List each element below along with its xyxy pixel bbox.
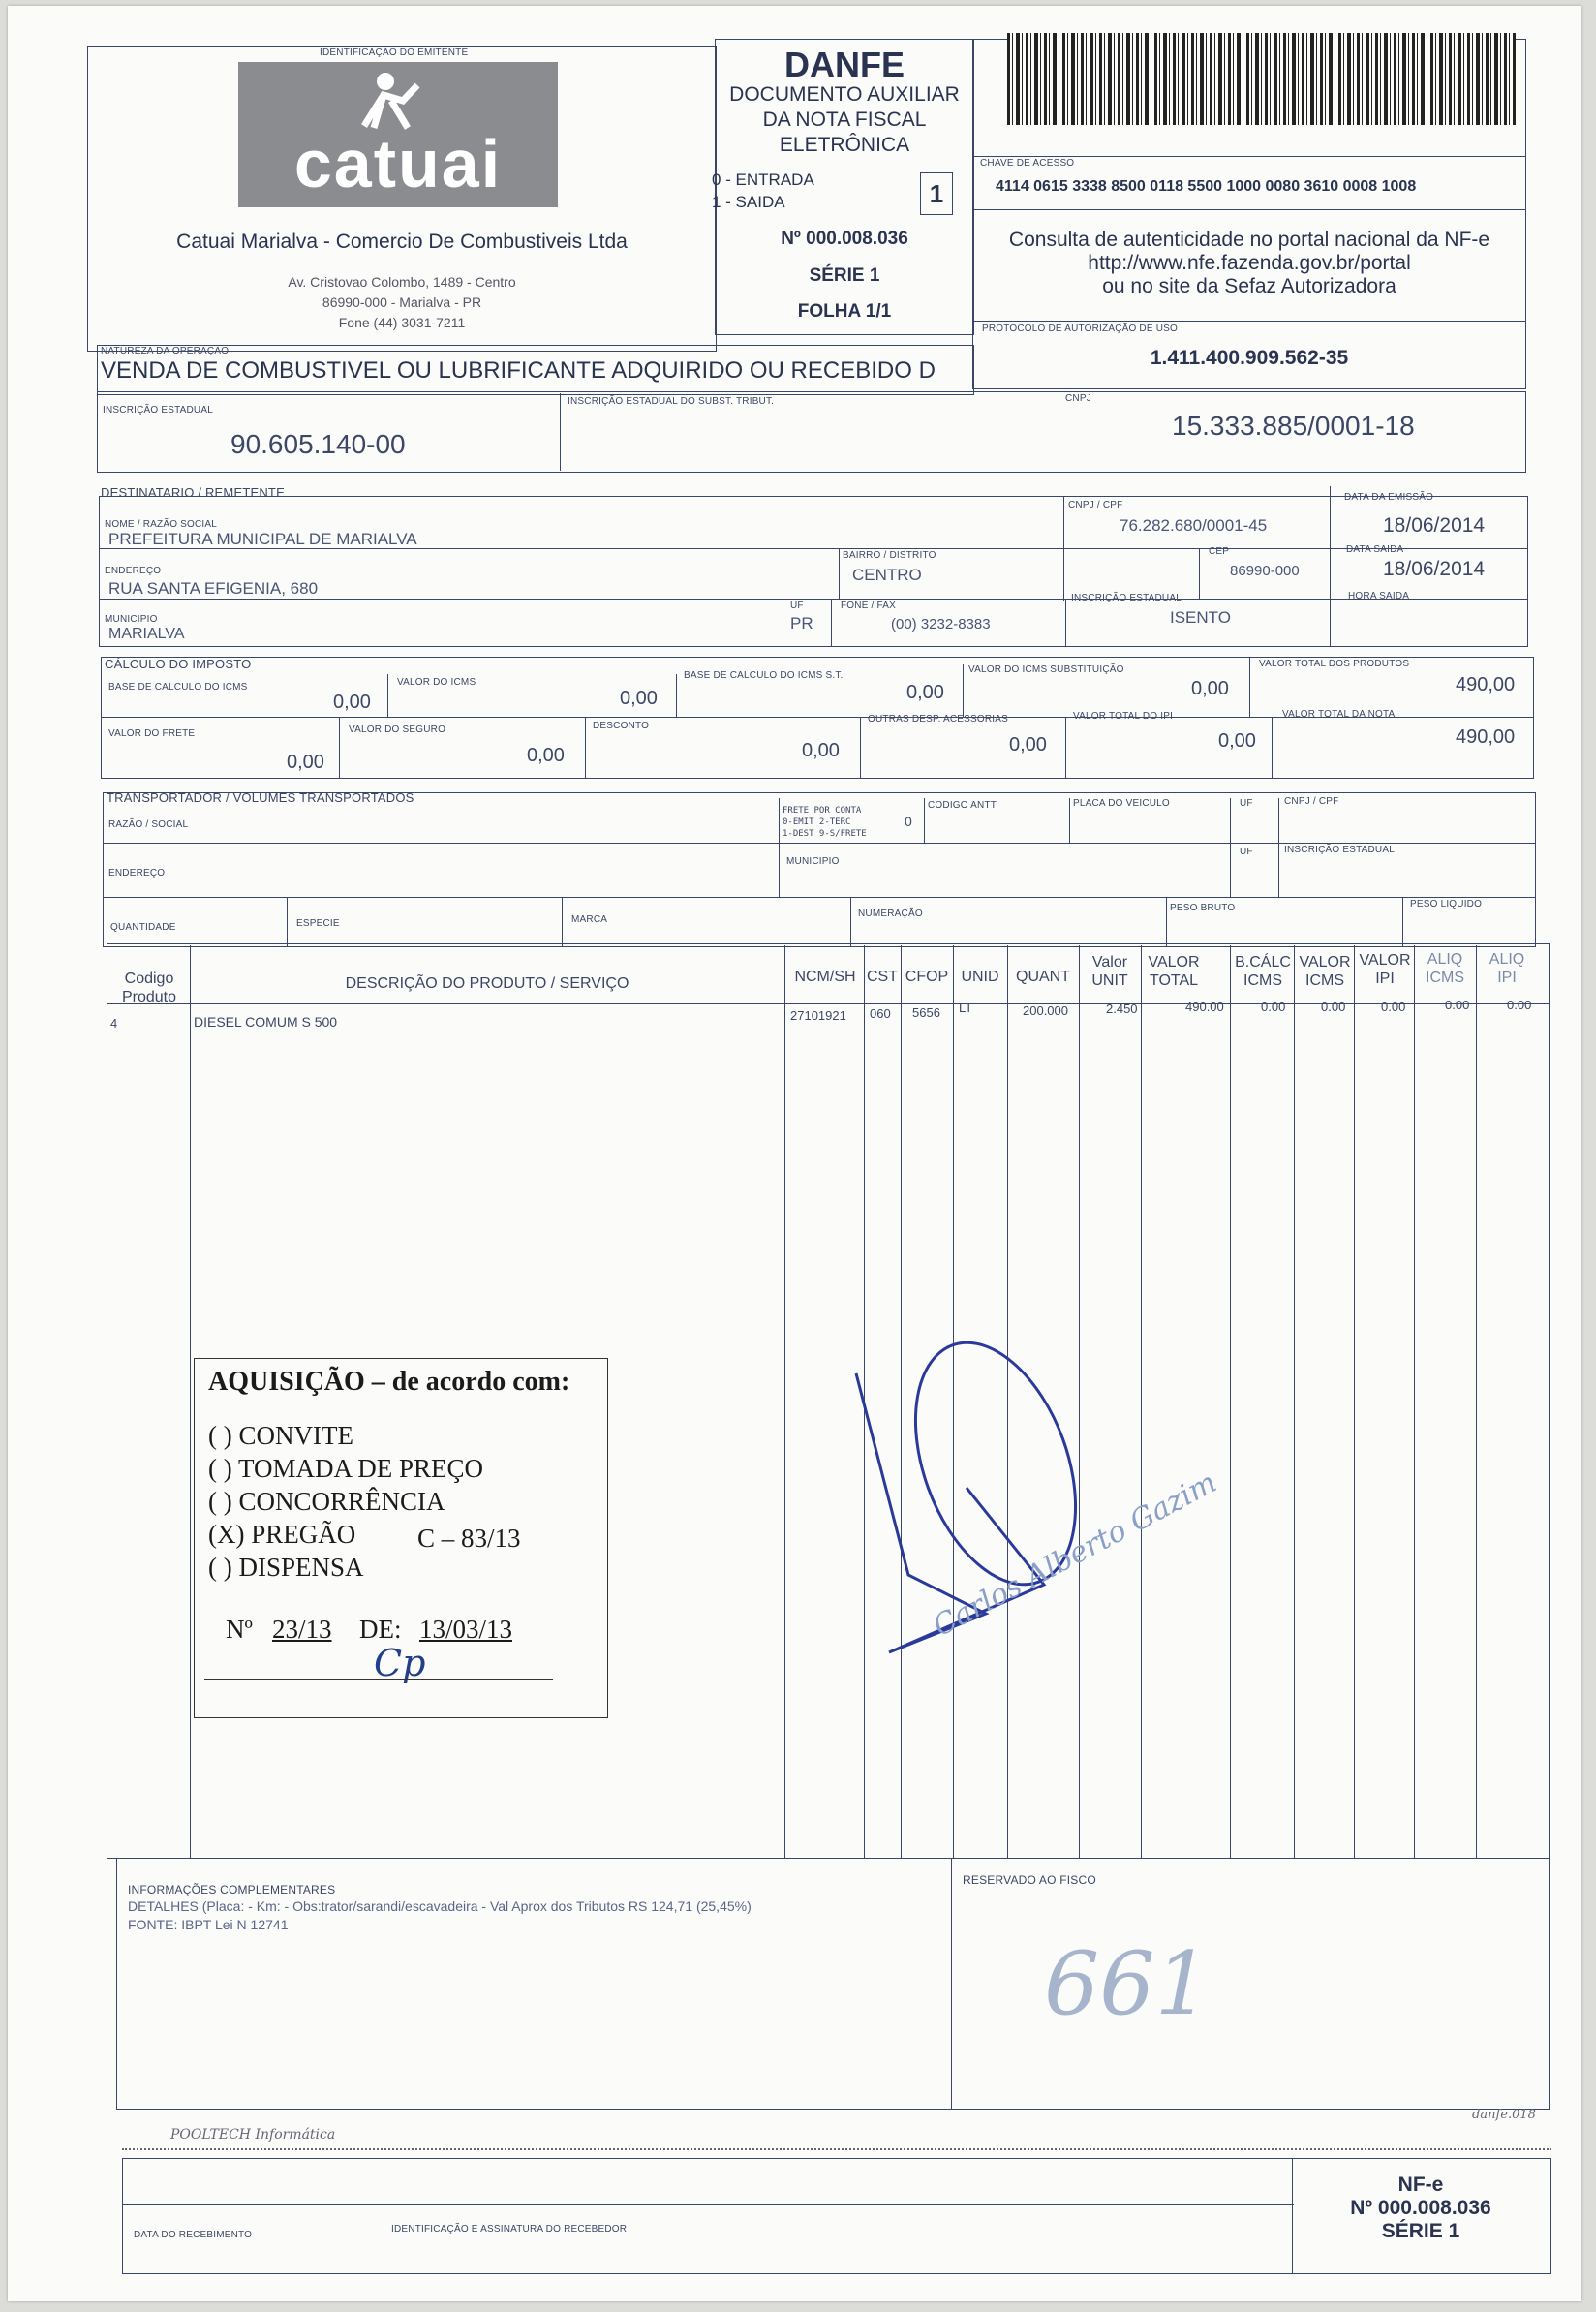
col-header-cfop: CFOP [905, 969, 949, 985]
cell-total: 490.00 [1185, 1000, 1224, 1014]
column-divider [1414, 945, 1415, 1859]
cell-unit: LT [959, 1001, 973, 1015]
column-divider [190, 945, 191, 1859]
issuer-ie: 90.605.140-00 [230, 429, 406, 459]
danfe-series: SÉRIE 1 [809, 265, 880, 286]
recipient-cep: 86990-000 [1230, 563, 1300, 579]
receipt-date-label: DATA DO RECEBIMENTO [134, 2230, 253, 2240]
quantity-label: QUANTIDADE [110, 922, 176, 933]
icms-st: 0,00 [1191, 678, 1229, 699]
recipient-ie: ISENTO [1170, 608, 1231, 627]
issuer-ie-st-label: INSCRIÇÃO ESTADUAL DO SUBST. TRIBUT. [568, 396, 775, 407]
danfe-number: Nº 000.008.036 [781, 229, 908, 249]
cell-ncm: 27101921 [790, 1008, 846, 1023]
recipient-name-label: NOME / RAZÃO SOCIAL [105, 519, 218, 530]
operation-label: NATUREZA DA OPERAÇÃO [101, 346, 230, 356]
column-divider [1354, 945, 1355, 1859]
issuer-phone: Fone (44) 3031-7211 [338, 315, 466, 330]
carrier-ie-label: INSCRIÇÃO ESTADUAL [1284, 845, 1395, 855]
stamp-option-tomada: ( ) TOMADA DE PREÇO [208, 1454, 484, 1483]
stamp-number: 23/13 [272, 1615, 332, 1644]
base-st: 0,00 [906, 682, 944, 703]
entry-label: 0 - ENTRADA [712, 170, 814, 189]
stamp-option-dispensa: ( ) DISPENSA [208, 1553, 364, 1582]
stamp-option-concorrencia: ( ) CONCORRÊNCIA [208, 1487, 445, 1516]
nfe-label: NF-e [1397, 2173, 1444, 2196]
reserved-handwritten-number: 661 [1044, 1933, 1211, 2035]
stamp-pregao-ref: C – 83/13 [417, 1524, 521, 1553]
recipient-uf-label: UF [790, 601, 804, 611]
form-code: danfe.018 [1472, 2108, 1536, 2122]
operation-value: VENDA DE COMBUSTIVEL OU LUBRIFICANTE ADQUIRIDO OU RECEBIDO D [101, 357, 936, 384]
additional-info-line-2: FONTE: IBPT Lei N 12741 [128, 1917, 289, 1932]
recipient-phone: (00) 3232-8383 [891, 616, 991, 632]
recipient-address: RUA SANTA EFIGENIA, 680 [108, 579, 319, 598]
col-header-unit: UNID [961, 969, 999, 985]
danfe-sheet [8, 6, 1581, 2301]
recipient-uf: PR [790, 614, 813, 632]
plate-label: PLACA DO VEICULO [1073, 798, 1170, 809]
cell-ipi: 0.00 [1381, 1000, 1406, 1014]
column-divider [1294, 945, 1295, 1859]
freight-terms-3: 1-DEST 9-S/FRETE [783, 829, 867, 839]
stamp-date-prefix: DE: [359, 1615, 402, 1644]
other-expenses-label: OUTRAS DESP. ACESSORIAS [868, 714, 1009, 724]
recipient-city-label: MUNICIPIO [105, 614, 158, 625]
danfe-subtitle-2: DA NOTA FISCAL [762, 108, 927, 131]
freight-terms-2: 0-EMIT 2-TERC [783, 817, 851, 827]
stamp-option-pregao: (X) PREGÃO [208, 1520, 356, 1549]
recipient-phone-label: FONE / FAX [841, 601, 897, 611]
nfe-series: SÉRIE 1 [1381, 2220, 1460, 2242]
danfe-title: DANFE [784, 45, 905, 84]
issuer-logo [238, 62, 558, 207]
issuer-cnpj-label: CNPJ [1065, 393, 1091, 404]
access-key: 4114 0615 3338 8500 0118 5500 1000 0080 3610 0008 1008 [996, 178, 1417, 195]
carrier-uf-label: UF [1240, 847, 1253, 857]
col-header-code: Codigo Produto [121, 971, 177, 1005]
base-icms-label: BASE DE CALCULO DO ICMS [108, 682, 248, 693]
base-st-label: BASE DE CALCULO DO ICMS S.T. [684, 670, 844, 681]
logo-text: catuai [293, 126, 503, 201]
district: CENTRO [852, 566, 922, 584]
freight-terms-value: 0 [905, 814, 912, 829]
danfe-subtitle-3: ELETRÔNICA [779, 134, 910, 156]
brand-label: MARCA [571, 914, 608, 925]
total-note: 490,00 [1456, 726, 1516, 748]
discount: 0,00 [802, 740, 840, 761]
col-header-ipi: VALOR IPI [1359, 952, 1411, 987]
nfe-number: Nº 000.008.036 [1350, 2197, 1491, 2219]
signature-stamp-text: Carlos Alberto Gazim [928, 1465, 1222, 1644]
gross-weight-label: PESO BRUTO [1170, 903, 1236, 913]
protocol-value: 1.411.400.909.562-35 [1150, 347, 1349, 369]
acquisition-stamp [194, 1358, 608, 1718]
antt-label: CODIGO ANTT [928, 800, 998, 811]
col-header-qty: QUANT [1016, 969, 1070, 985]
issuer-cep-city: 86990-000 - Marialva - PR [322, 294, 482, 310]
cell-aliq-icms: 0.00 [1445, 998, 1470, 1012]
issuer-cnpj: 15.333.885/0001-18 [1172, 411, 1415, 441]
cell-code: 4 [110, 1016, 118, 1031]
cell-cfop: 5656 [912, 1005, 940, 1020]
protocol-label: PROTOCOLO DE AUTORIZAÇÃO DE USO [982, 324, 1178, 334]
recipient-cnpj-label: CNPJ / CPF [1068, 500, 1123, 510]
freight-label: VALOR DO FRETE [108, 728, 196, 739]
danfe-page: FOLHA 1/1 [797, 301, 892, 322]
recipient-cep-label: CEP [1209, 546, 1230, 557]
recipient-section-label: DESTINATARIO / REMETENTE [101, 485, 285, 500]
barcode [1007, 33, 1516, 125]
cell-description: DIESEL COMUM S 500 [194, 1014, 338, 1030]
cell-unit-value: 2.450 [1106, 1002, 1138, 1016]
discount-label: DESCONTO [593, 721, 650, 731]
danfe-subtitle-1: DOCUMENTO AUXILIAR [729, 83, 960, 106]
exit-date-label: DATA SAIDA [1346, 544, 1404, 555]
freight-terms-1: FRETE POR CONTA [783, 806, 862, 816]
freight: 0,00 [287, 752, 324, 773]
icms-st-label: VALOR DO ICMS SUBSTITUIÇÃO [968, 664, 1124, 675]
exit-label: 1 - SAIDA [712, 193, 785, 211]
exit-time-label: HORA SAIDA [1348, 591, 1410, 601]
numbering-label: NUMERAÇÃO [858, 909, 923, 919]
recipient-address-label: ENDEREÇO [105, 566, 162, 576]
software-credit: POOLTECH Informática [170, 2127, 336, 2142]
column-divider [784, 945, 785, 1859]
cell-base-icms: 0.00 [1261, 1000, 1286, 1014]
consult-line-1: Consulta de autenticidade no portal nacional da NF-e [1008, 229, 1490, 251]
recipient-box [99, 496, 1528, 647]
additional-info-label: INFORMAÇÕES COMPLEMENTARES [128, 1883, 336, 1896]
stamp-date: 13/03/13 [419, 1615, 513, 1644]
receiver-label: IDENTIFICAÇÃO E ASSINATURA DO RECEBEDOR [391, 2224, 628, 2235]
additional-info-line-1: DETALHES (Placa: - Km: - Obs:trator/sarandi/escavadeira - Val Aprox dos Tributos RS 124,71 (25,45%) [128, 1898, 752, 1914]
consult-line-3: ou no site da Sefaz Autorizadora [1102, 275, 1396, 297]
carrier-name-label: RAZÃO / SOCIAL [108, 819, 189, 830]
base-icms: 0,00 [333, 692, 371, 713]
cell-cst: 060 [870, 1006, 891, 1021]
col-header-description: DESCRIÇÃO DO PRODUTO / SERVIÇO [345, 975, 629, 992]
recipient-ie-label: INSCRIÇÃO ESTADUAL [1071, 593, 1182, 603]
stamp-number-prefix: Nº [226, 1615, 253, 1644]
issuer-name: Catuai Marialva - Comercio De Combustiveis Ltda [176, 231, 628, 253]
species-label: ESPECIE [296, 918, 340, 929]
issuer-ie-label: INSCRIÇÃO ESTADUAL [103, 405, 213, 416]
exit-date: 18/06/2014 [1383, 558, 1486, 580]
tax-section-label: CÁLCULO DO IMPOSTO [105, 657, 252, 671]
operation-type-box: 1 [920, 172, 953, 215]
column-divider [1230, 945, 1231, 1859]
total-products-label: VALOR TOTAL DOS PRODUTOS [1259, 659, 1410, 669]
ipi-label: VALOR TOTAL DO IPI [1073, 711, 1174, 722]
carrier-address-label: ENDEREÇO [108, 868, 166, 879]
col-header-aliq-ipi: ALIQ IPI [1489, 951, 1525, 986]
insurance-label: VALOR DO SEGURO [349, 724, 446, 735]
col-header-base-icms: B.CÁLC ICMS [1235, 954, 1291, 989]
stamp-initials: Cp [374, 1642, 426, 1684]
col-header-total: VALOR TOTAL [1148, 954, 1200, 989]
carrier-cnpj-label: CNPJ / CPF [1284, 796, 1339, 807]
cut-line [122, 2148, 1551, 2150]
emission-date-label: DATA DA EMISSÃO [1344, 492, 1434, 503]
col-header-ncm: NCM/SH [794, 969, 856, 985]
total-note-label: VALOR TOTAL DA NOTA [1282, 709, 1396, 720]
recipient-city: MARIALVA [108, 626, 185, 642]
recipient-name: PREFEITURA MUNICIPAL DE MARIALVA [108, 530, 417, 548]
cell-aliq-ipi: 0.00 [1507, 998, 1532, 1012]
emission-date: 18/06/2014 [1383, 514, 1486, 537]
consult-line-2: http://www.nfe.fazenda.gov.br/portal [1088, 252, 1411, 274]
transport-section-label: TRANSPORTADOR / VOLUMES TRANSPORTADOS [107, 790, 414, 805]
icms: 0,00 [620, 688, 658, 709]
column-divider [1476, 945, 1477, 1859]
ipi: 0,00 [1218, 730, 1256, 752]
insurance: 0,00 [527, 745, 565, 766]
net-weight-label: PESO LIQUIDO [1410, 899, 1483, 909]
access-key-label: CHAVE DE ACESSO [980, 158, 1075, 169]
cell-icms: 0.00 [1321, 1000, 1346, 1014]
transport-uf-label: UF [1240, 798, 1253, 809]
issuer-address: Av. Cristovao Colombo, 1489 - Centro [288, 274, 516, 290]
other-expenses: 0,00 [1009, 734, 1047, 755]
col-header-icms: VALOR ICMS [1299, 954, 1351, 989]
col-header-aliq-icms: ALIQ ICMS [1426, 951, 1464, 986]
cell-qty: 200.000 [1023, 1003, 1068, 1018]
carrier-city-label: MUNICIPIO [786, 856, 840, 867]
recipient-cnpj: 76.282.680/0001-45 [1120, 516, 1268, 535]
col-header-unit-value: Valor UNIT [1091, 954, 1128, 989]
total-products: 490,00 [1456, 674, 1516, 695]
district-label: BAIRRO / DISTRITO [843, 550, 936, 561]
issuer-section-label: IDENTIFICAÇÃO DO EMITENTE [320, 47, 469, 58]
col-header-cst: CST [867, 969, 898, 985]
stamp-option-convite: ( ) CONVITE [208, 1421, 353, 1450]
reserved-fisco-label: RESERVADO AO FISCO [963, 1873, 1096, 1887]
icms-label: VALOR DO ICMS [397, 677, 476, 688]
stamp-title: AQUISIÇÃO – de acordo com: [208, 1367, 570, 1397]
